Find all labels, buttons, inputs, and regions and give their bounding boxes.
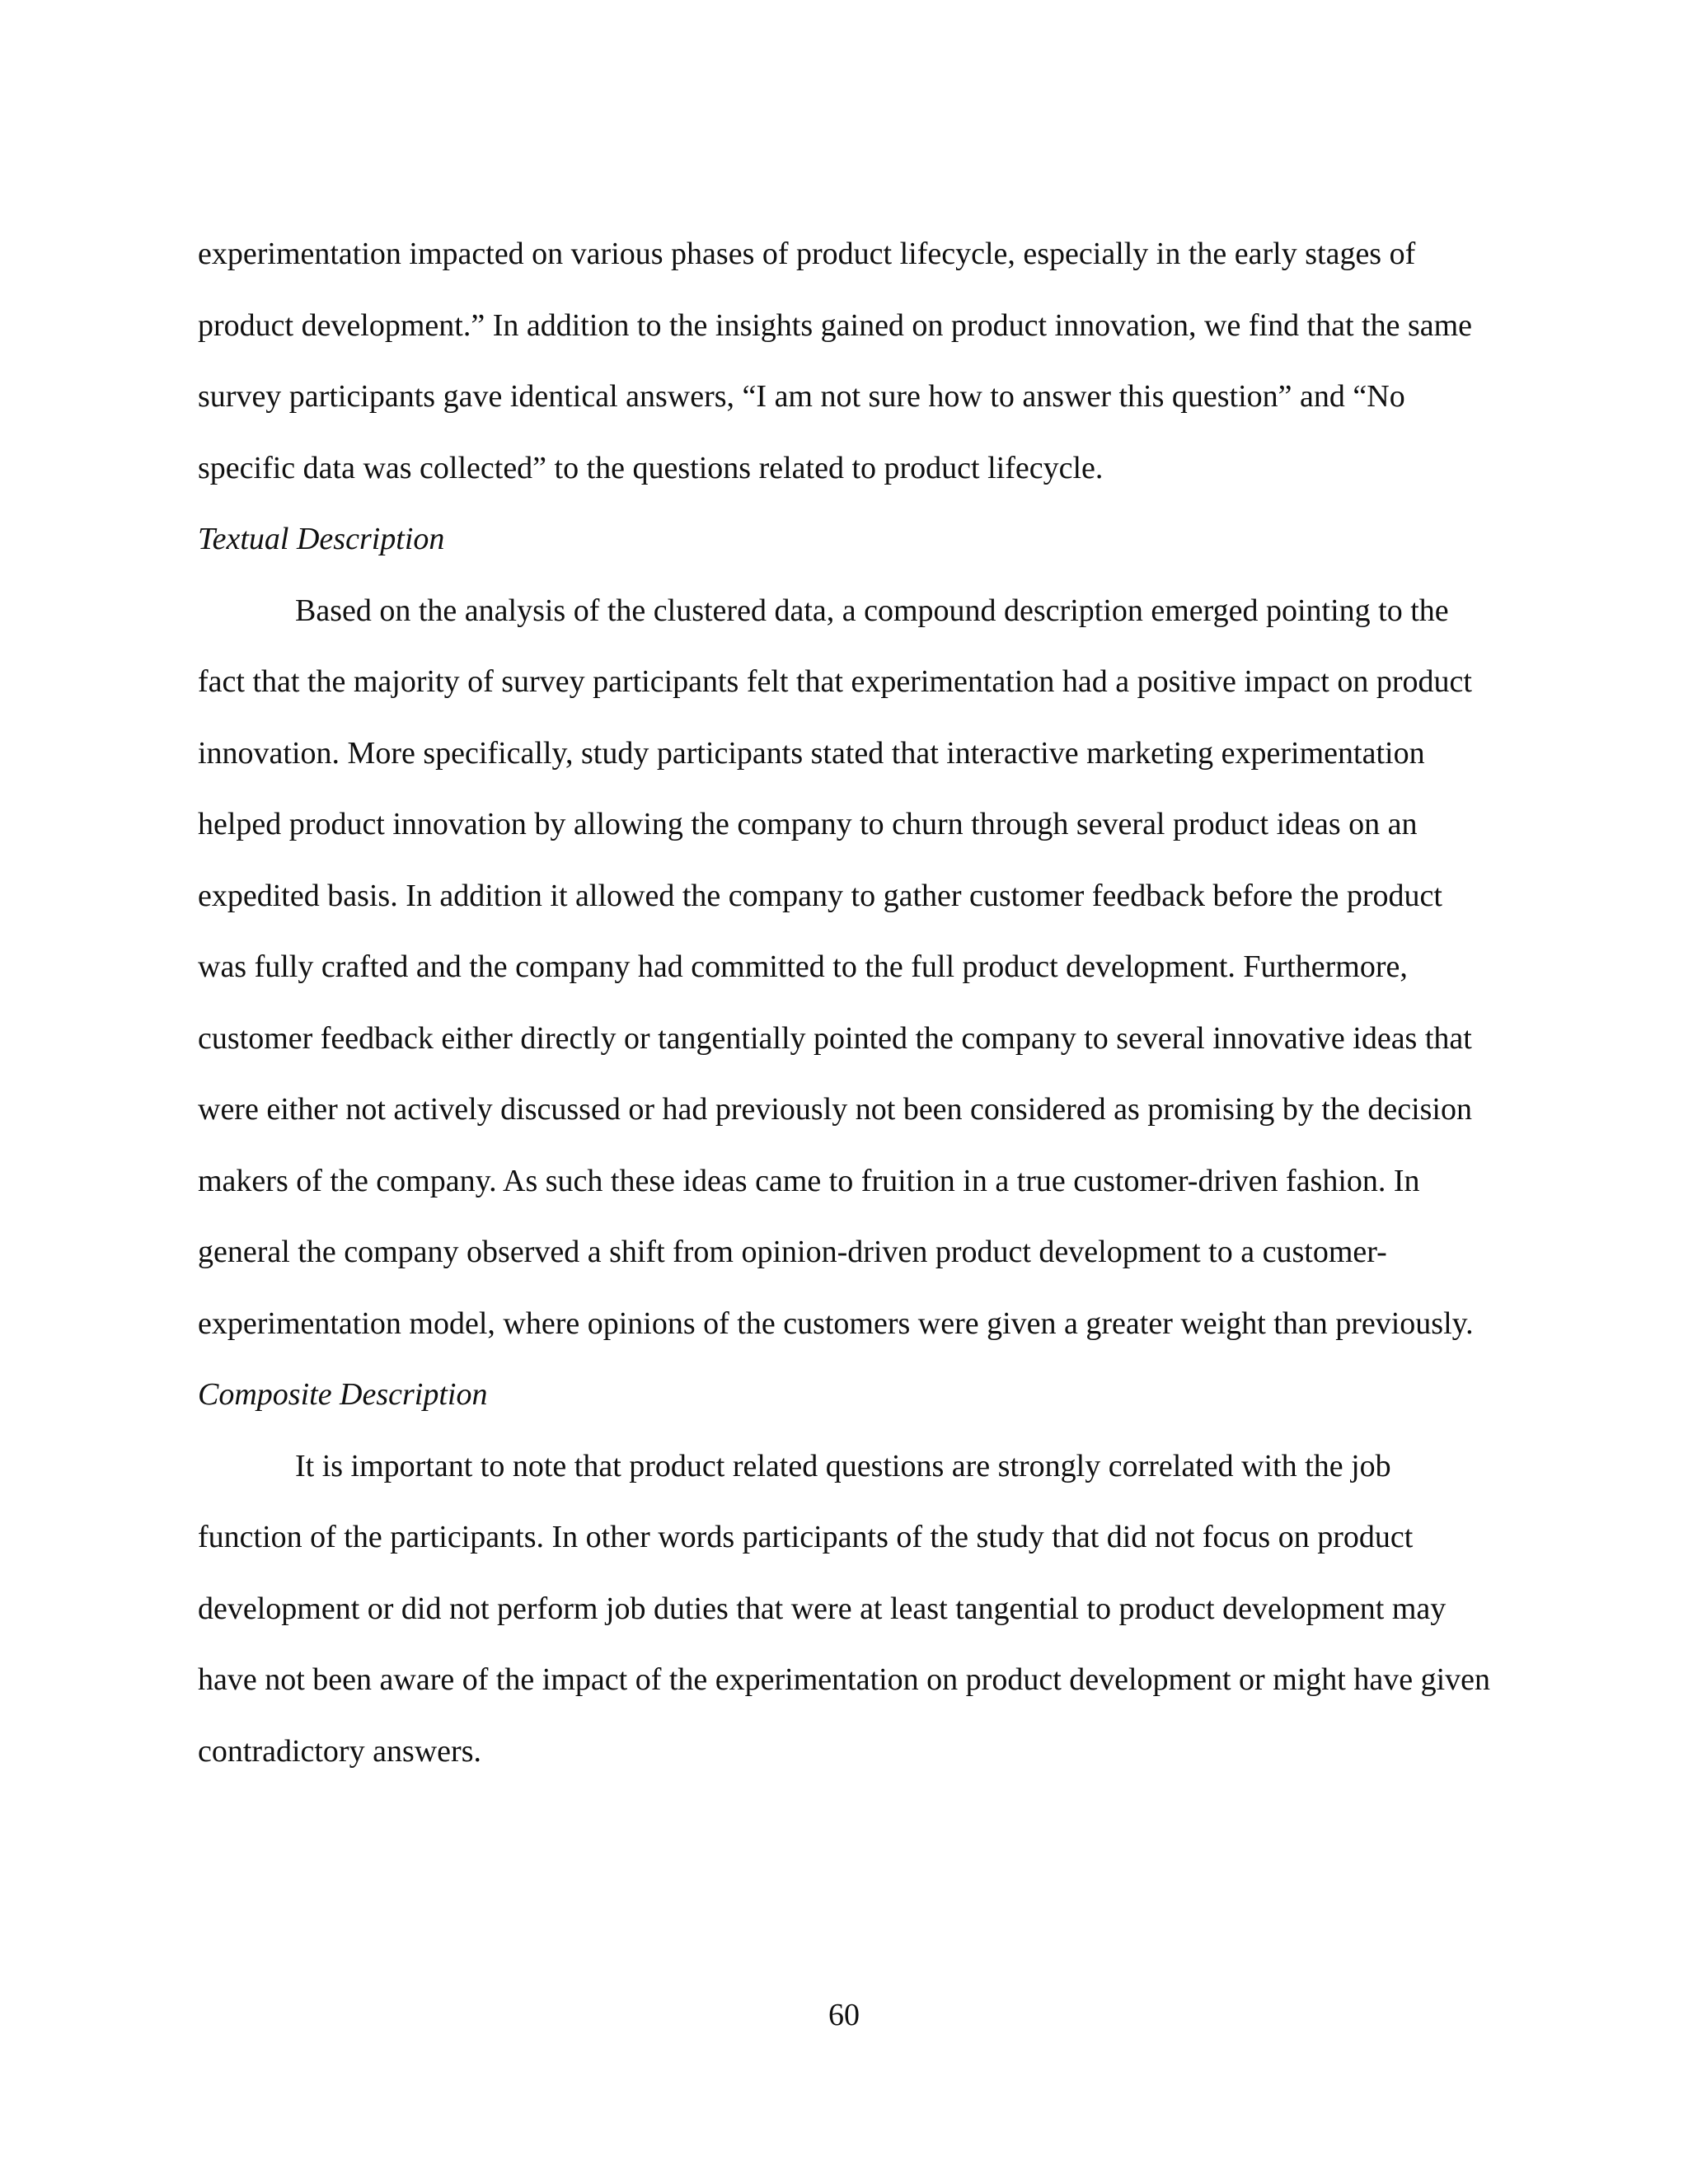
paragraph-composite-description: It is important to note that product related questions are strongly correlated with the job function of the participants. In other words participants of the study that did not focus on product development or did not perform job duties that were at least tangential to product development may have not been aware of the impact of the experimentation on product development or might have given contradictory answers. — [198, 1448, 1491, 1769]
page-number: 60 — [828, 1998, 860, 2032]
section-heading-composite-description: Composite Description — [198, 1377, 488, 1412]
paragraph-continuation: experimentation impacted on various phases of product lifecycle, especially in the early stages of product development.” In addition to the insights gained on product innovation, we find that the same survey participants gave identical answers, “I am not sure how to answer this question” and “No specific data was collected” to the questions related to product lifecycle. — [198, 237, 1473, 485]
section-heading-textual-description: Textual Description — [198, 522, 445, 556]
body-text — [198, 218, 1492, 1787]
paragraph-textual-description: Based on the analysis of the clustered data, a compound description emerged pointing to the fact that the majority of survey participants felt that experimentation had a positive impact on product innovation. More specifically, study participants stated that interactive marketing experimentation helped product innovation by allowing the company to churn through several product ideas on an expedited basis. In addition it allowed the company to gather customer feedback before the product was fully crafted and the company had committed to the full product development. Furthermore, customer feedback either directly or tangentially pointed the company to several innovative ideas that were either not actively discussed or had previously not been considered as promising by the decision makers of the company. As such these ideas came to fruition in a true customer-driven fashion. In general the company observed a shift from opinion-driven product development to a customer-experimentation model, where opinions of the customers were given a greater weight than previously. — [198, 593, 1474, 1341]
